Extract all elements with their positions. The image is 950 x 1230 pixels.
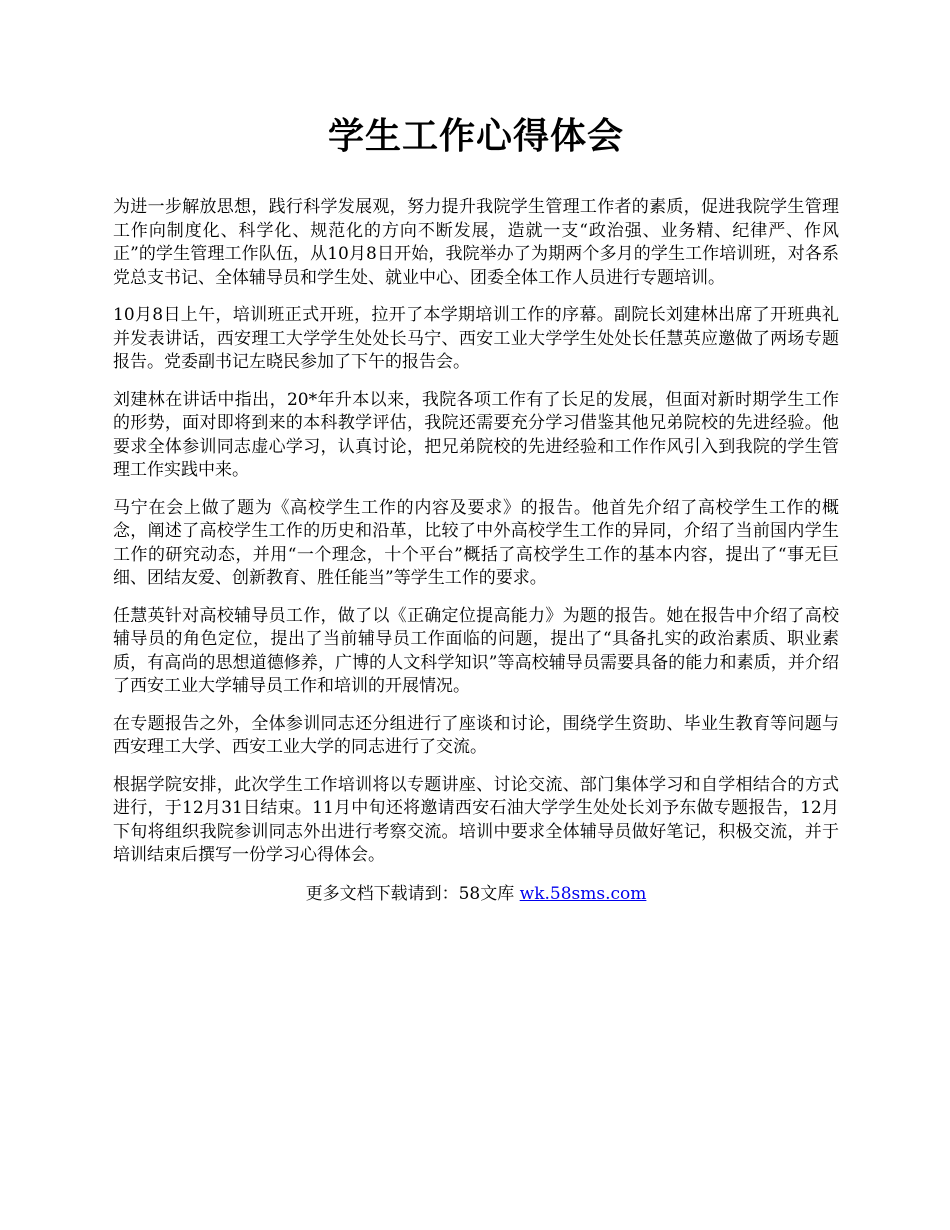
page-title: 学生工作心得体会 [327,115,624,157]
paragraph-4: 马宁在会上做了题为《高校学生工作的内容及要求》的报告。他首先介绍了高校学生工作的概念，阐述了高校学生工作的历史和沿革，比较了中外高校学生工作的异同，介绍了当前国内学生工作的研究动态，并用“一个理念，十个平台”概括了高校学生工作的基本内容，提出了“事无巨细、团结友爱、创新教育、胜任能当”等学生工作的要求。 [113,497,839,588]
paragraph-5: 任慧英针对高校辅导员工作，做了以《正确定位提高能力》为题的报告。她在报告中介绍了高校辅导员的角色定位，提出了当前辅导员工作面临的问题，提出了“具备扎实的政治素质、职业素质，有高尚的思想道德修养，广博的人文科学知识”等高校辅导员需要具备的能力和素质，并介绍了西安工业大学辅导员工作和培训的开展情况。 [113,605,839,696]
download-footer [113,882,839,906]
footer-prefix: 更多文档下载请到：58文库 [305,883,520,904]
paragraph-3: 刘建林在讲话中指出，20*年升本以来，我院各项工作有了长足的发展，但面对新时期学生工作的形势，面对即将到来的本科教学评估，我院还需要充分学习借鉴其他兄弟院校的先进经验。他要求全体参训同志虚心学习，认真讨论，把兄弟院校的先进经验和工作作风引入到我院的学生管理工作实践中来。 [113,389,839,480]
paragraph-1: 为进一步解放思想，践行科学发展观，努力提升我院学生管理工作者的素质，促进我院学生管理工作向制度化、科学化、规范化的方向不断发展，造就一支“政治强、业务精、纪律严、作风正”的学生管理工作队伍，从10月8日开始，我院举办了为期两个多月的学生工作培训班，对各系党总支书记、全体辅导员和学生处、就业中心、团委全体工作人员进行专题培训。 [113,197,839,288]
document-page [113,112,839,906]
paragraph-2: 10月8日上午，培训班正式开班，拉开了本学期培训工作的序幕。副院长刘建林出席了开班典礼并发表讲话，西安理工大学学生处处长马宁、西安工业大学学生处处长任慧英应邀做了两场专题报告。党委副书记左晓民参加了下午的报告会。 [113,305,839,372]
download-link[interactable]: wk.58sms.com [519,883,647,904]
paragraph-6: 在专题报告之外，全体参训同志还分组进行了座谈和讨论，围绕学生资助、毕业生教育等问题与西安理工大学、西安工业大学的同志进行了交流。 [113,713,839,757]
paragraph-7: 根据学院安排，此次学生工作培训将以专题讲座、讨论交流、部门集体学习和自学相结合的方式进行，于12月31日结束。11月中旬还将邀请西安石油大学学生处处长刘予东做专题报告，12月下旬将组织我院参训同志外出进行考察交流。培训中要求全体辅导员做好笔记，积极交流，并于培训结束后撰写一份学习心得体会。 [113,774,839,865]
